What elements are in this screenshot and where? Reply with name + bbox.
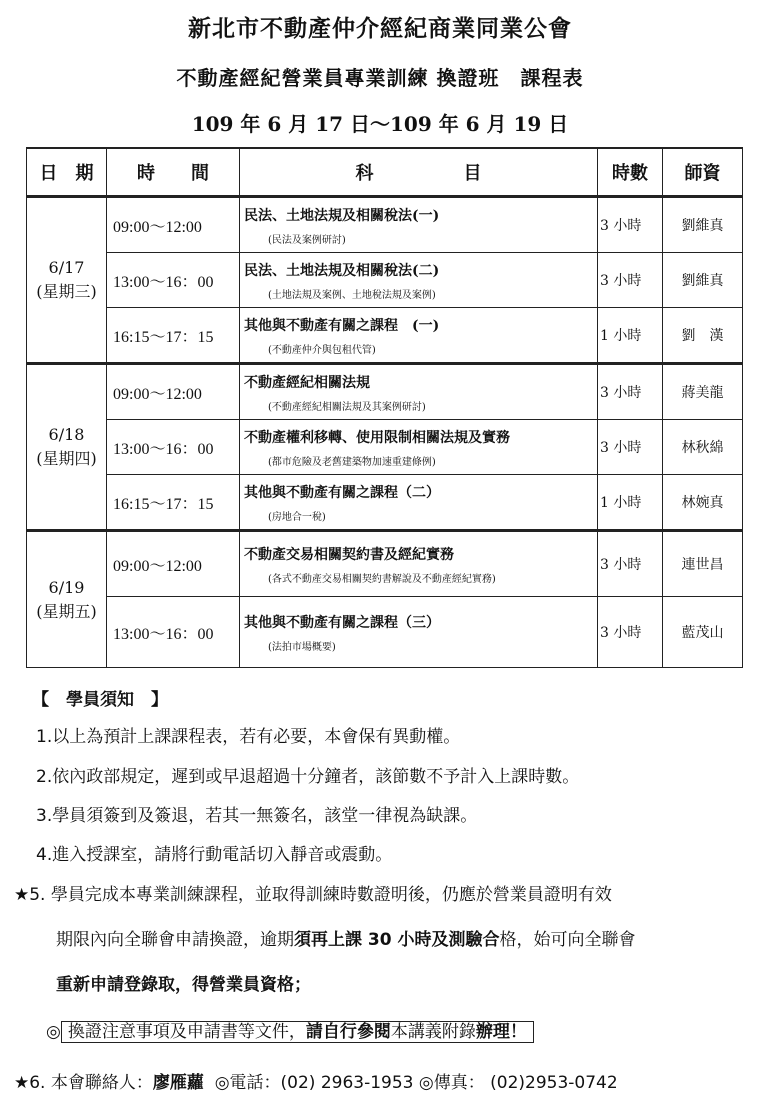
day-cell bbox=[27, 197, 107, 364]
teacher-cell: 林秋綿 bbox=[663, 420, 743, 475]
day-weekday: (星期五) bbox=[36, 601, 97, 621]
subject-note: (法拍市場概要) bbox=[268, 641, 336, 653]
subject-title: 其他與不動產有關之課程（二） bbox=[244, 484, 440, 501]
day-date: 6/17 bbox=[48, 258, 85, 277]
subject-cell bbox=[240, 531, 598, 597]
header-time: 時 間 bbox=[107, 148, 240, 197]
notice-item-3: 3.學員須簽到及簽退，若其一無簽名，該堂一律視為缺課。 bbox=[36, 806, 478, 826]
day-weekday: (星期三) bbox=[36, 282, 97, 301]
teacher-cell: 藍茂山 bbox=[663, 597, 743, 668]
contact-phone-fax: ◎電話：(02) 2963-1953 ◎傳真： (02)2953-0742 bbox=[214, 1073, 618, 1093]
teacher-cell: 連世昌 bbox=[663, 531, 743, 597]
org-title: 新北市不動產仲介經紀商業同業公會 bbox=[188, 15, 572, 42]
header-teacher: 師資 bbox=[663, 148, 743, 197]
subject-note: (都市危險及老舊建築物加速重建條例) bbox=[268, 456, 436, 468]
reference-text-d: 辦理！ bbox=[475, 1022, 527, 1042]
hours-cell: 3 小時 bbox=[598, 597, 663, 668]
subject-cell bbox=[240, 308, 598, 364]
notice-item-5-emphasis: 須再上課 30 小時及測驗合 bbox=[294, 930, 500, 950]
table-row bbox=[27, 531, 743, 597]
notice-item-5-text-end: 格，始可向全聯會 bbox=[499, 930, 636, 950]
table-row bbox=[27, 420, 743, 475]
table-row bbox=[27, 364, 743, 420]
table-row bbox=[27, 308, 743, 364]
hours-cell: 3 小時 bbox=[598, 253, 663, 308]
subject-title: 不動產權利移轉、使用限制相關法規及實務 bbox=[244, 429, 510, 446]
hours-cell: 1 小時 bbox=[598, 308, 663, 364]
subject-cell bbox=[240, 364, 598, 420]
subject-title: 不動產經紀相關法規 bbox=[244, 374, 370, 391]
subject-title: 其他與不動產有關之課程 (一) bbox=[244, 317, 440, 334]
contact-label: ★6. 本會聯絡人： bbox=[14, 1073, 153, 1093]
day-cell bbox=[27, 531, 107, 668]
day-weekday: (星期四) bbox=[36, 449, 97, 468]
subject-title: 民法、土地法規及相關稅法(二) bbox=[244, 262, 440, 279]
time-cell: 09:00～12:00 bbox=[107, 364, 240, 420]
subject-cell bbox=[240, 197, 598, 253]
notice-item-4: 4.進入授課室，請將行動電話切入靜音或震動。 bbox=[36, 845, 393, 865]
time-cell: 13:00～16：00 bbox=[107, 597, 240, 668]
time-cell: 09:00～12:00 bbox=[107, 197, 240, 253]
time-cell: 13:00～16：00 bbox=[107, 420, 240, 475]
teacher-cell: 劉 漢 bbox=[663, 308, 743, 364]
header-hours: 時數 bbox=[598, 148, 663, 197]
time-cell: 16:15～17：15 bbox=[107, 475, 240, 531]
subject-note: (各式不動產交易相關契約書解說及不動產經紀實務) bbox=[268, 573, 496, 585]
time-cell: 09:00～12:00 bbox=[107, 531, 240, 597]
subject-note: (民法及案例研討) bbox=[268, 234, 346, 246]
teacher-cell: 林婉真 bbox=[663, 475, 743, 531]
hours-cell: 3 小時 bbox=[598, 364, 663, 420]
hours-cell: 3 小時 bbox=[598, 531, 663, 597]
subject-title: 不動產交易相關契約書及經紀實務 bbox=[244, 546, 454, 563]
notice-item-5-line3: 重新申請登錄取，得營業員資格； bbox=[56, 975, 311, 995]
subject-title: 民法、土地法規及相關稅法(一) bbox=[244, 207, 440, 224]
reference-text-b: 請自行參閱 bbox=[305, 1022, 391, 1042]
subject-note: (土地法規及案例、土地稅法規及案例) bbox=[268, 289, 436, 301]
course-title: 不動產經紀營業員專業訓練 換證班 課程表 bbox=[176, 66, 584, 90]
teacher-cell: 劉維真 bbox=[663, 253, 743, 308]
hours-cell: 1 小時 bbox=[598, 475, 663, 531]
contact-name: 廖雁蘿 bbox=[152, 1073, 204, 1093]
subject-cell bbox=[240, 420, 598, 475]
reference-note bbox=[46, 1017, 534, 1042]
hours-cell: 3 小時 bbox=[598, 420, 663, 475]
day-cell bbox=[27, 364, 107, 531]
time-cell: 13:00～16：00 bbox=[107, 253, 240, 308]
subject-note: (不動產經紀相關法規及其案例研討) bbox=[268, 401, 426, 413]
teacher-cell: 劉維真 bbox=[663, 197, 743, 253]
table-row bbox=[27, 197, 743, 253]
time-cell: 16:15～17：15 bbox=[107, 308, 240, 364]
notice-item-1: 1.以上為預計上課課程表，若有必要，本會保有異動權。 bbox=[36, 727, 461, 747]
subject-title: 其他與不動產有關之課程（三） bbox=[244, 614, 440, 631]
reference-text-a: 換證注意事項及申請書等文件， bbox=[67, 1022, 306, 1042]
subject-cell bbox=[240, 597, 598, 668]
day-date: 6/19 bbox=[48, 577, 85, 597]
header-date: 日 期 bbox=[27, 148, 107, 197]
table-row bbox=[27, 253, 743, 308]
table-row bbox=[27, 597, 743, 668]
hours-cell: 3 小時 bbox=[598, 197, 663, 253]
notice-title: 【 學員須知 】 bbox=[32, 690, 168, 710]
header-subject: 科 目 bbox=[240, 148, 598, 197]
day-date: 6/18 bbox=[48, 425, 85, 444]
notice-item-6 bbox=[14, 1068, 618, 1093]
notice-item-2: 2.依內政部規定，遲到或早退超過十分鐘者，該節數不予計入上課時數。 bbox=[36, 767, 580, 787]
notice-item-5-line1: ★5. 學員完成本專業訓練課程，並取得訓練時數證明後，仍應於營業員證明有效 bbox=[14, 885, 612, 905]
table-row bbox=[27, 475, 743, 531]
subject-note: (不動產仲介與包租代管) bbox=[268, 344, 376, 356]
table-header-row bbox=[27, 148, 743, 197]
course-dates: 109 年 6 月 17 日～109 年 6 月 19 日 bbox=[191, 112, 569, 136]
subject-cell bbox=[240, 475, 598, 531]
reference-box bbox=[61, 1021, 534, 1043]
teacher-cell: 蔣美龍 bbox=[663, 364, 743, 420]
reference-prefix: ◎ bbox=[46, 1022, 61, 1042]
reference-text-c: 本講義附錄 bbox=[390, 1022, 476, 1042]
notice-item-5-text: 期限內向全聯會申請換證，逾期 bbox=[56, 930, 294, 950]
subject-note: (房地合一稅) bbox=[268, 511, 326, 523]
schedule-table bbox=[26, 147, 743, 668]
notice-item-5-line2 bbox=[56, 925, 636, 950]
subject-cell bbox=[240, 253, 598, 308]
